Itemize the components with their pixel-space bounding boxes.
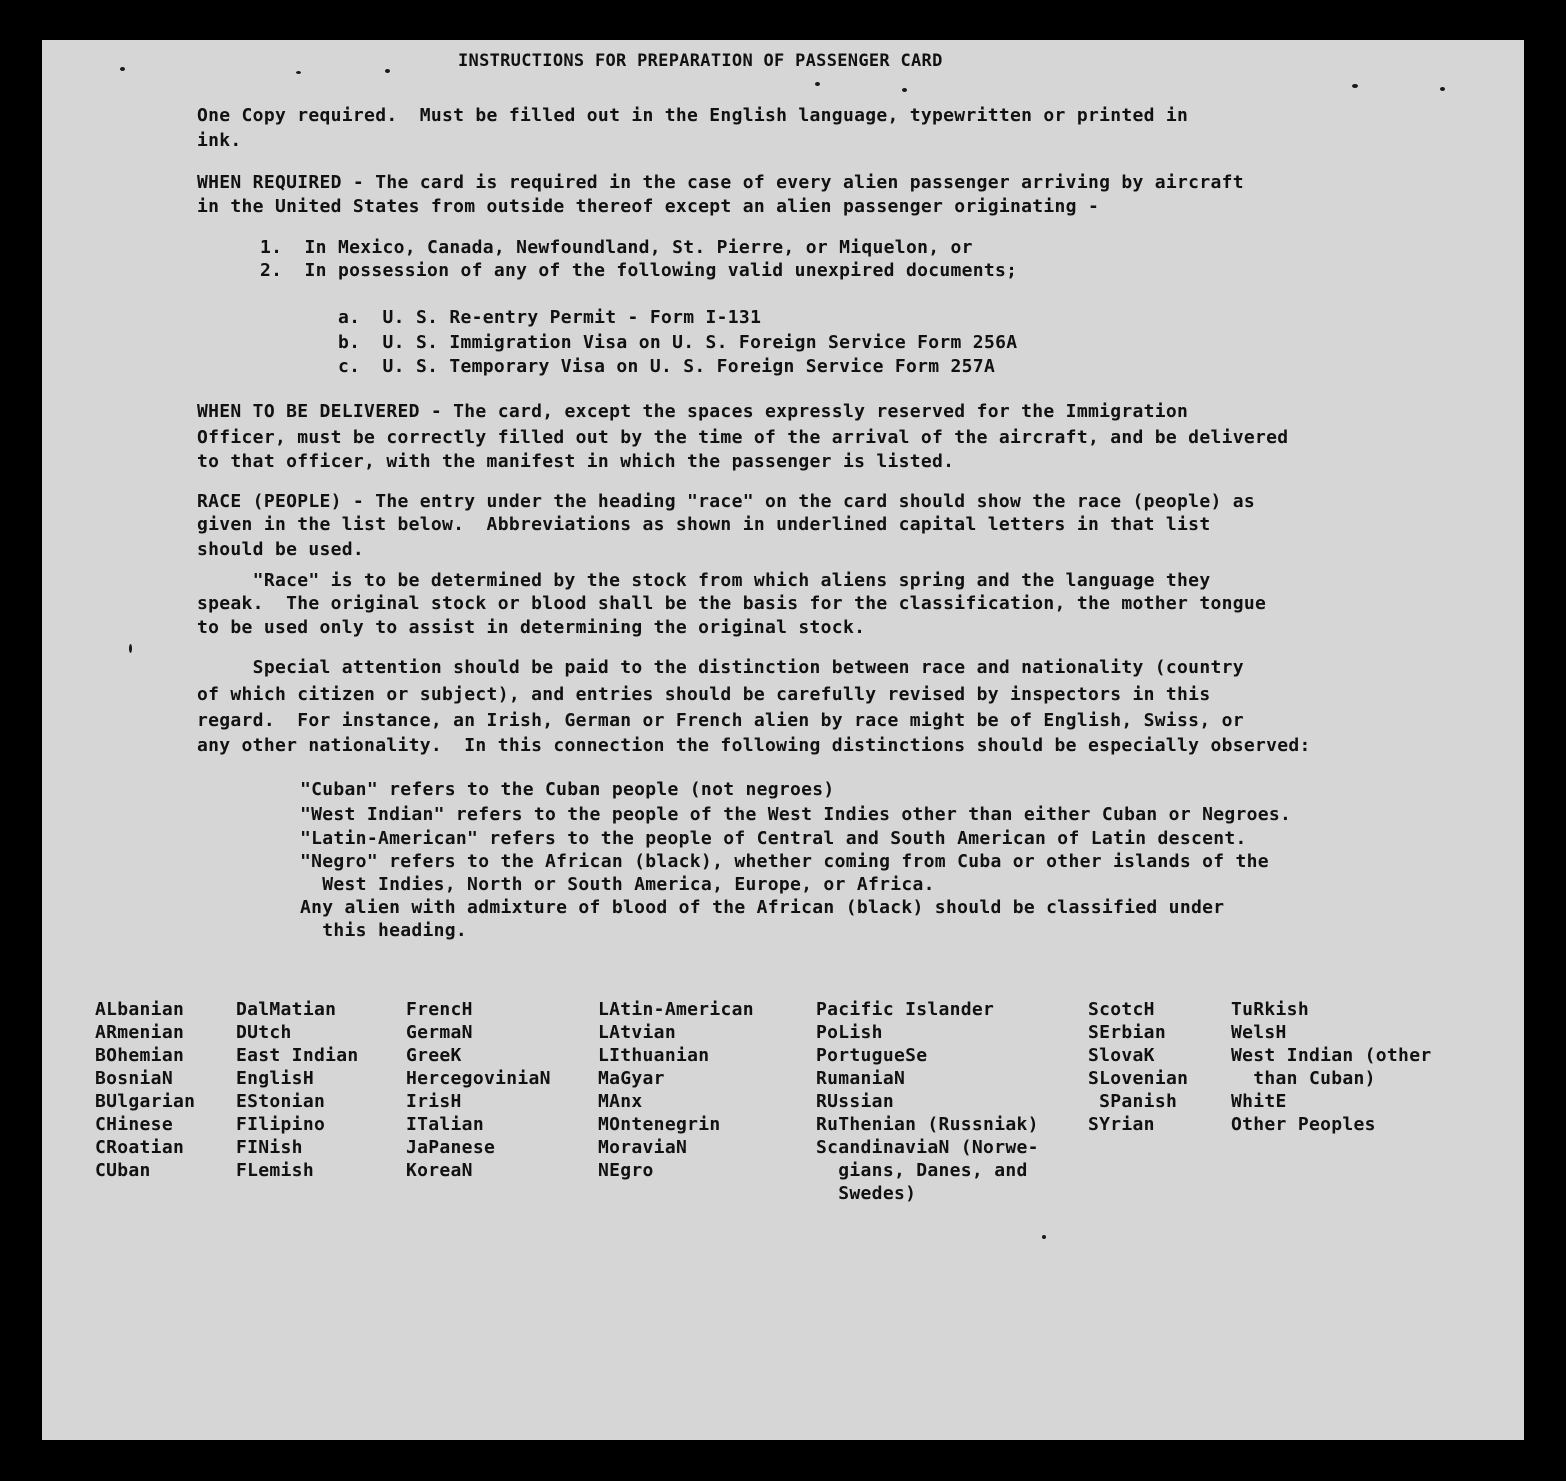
race-entry: CRoatian [95,1137,185,1158]
race-entry: RumaniaN [816,1068,906,1089]
race-entry: LIthuanian [598,1045,710,1066]
race-entry: KoreaN [406,1160,473,1181]
race-entry: ARmenian [95,1022,185,1043]
race-entry: MOntenegrin [598,1114,721,1135]
race-entry: EStonian [236,1091,326,1112]
race-entry: ITalian [406,1114,484,1135]
special-attention-line-4: any other nationality. In this connection the following distinctions should be especially observed: [197,735,1311,756]
scan-speck [129,644,132,653]
race-list-column-5 [816,998,1039,1205]
race-entry: GreeK [406,1045,462,1066]
race-entry: BUlgarian [95,1091,196,1112]
race-entry: LAtin-American [598,999,754,1020]
race-list-column-7 [1231,998,1431,1136]
distinction-line-3: "Latin-American" refers to the people of Central and South American of Latin descent. [300,828,1247,849]
numbered-item-2: 2. In possession of any of the following valid unexpired documents; [260,260,1018,281]
scan-speck [902,88,907,92]
race-people-line-2: given in the list below. Abbreviations as shown in underlined capital letters in that list [197,514,1211,535]
scan-speck [296,71,301,74]
when-delivered-line-2: Officer, must be correctly filled out by the time of the arrival of the aircraft, and be delivered [197,427,1289,448]
distinction-line-2: "West Indian" refers to the people of the West Indies other than either Cuban or Negroes. [300,804,1292,825]
intro-line-1: One Copy required. Must be filled out in the English language, typewritten or printed in [197,105,1189,126]
intro-line-2: ink. [197,130,242,151]
race-entry: IrisH [406,1091,462,1112]
race-people-line-1: RACE (PEOPLE) - The entry under the heading "race" on the card should show the race (people) as [197,491,1256,512]
race-entry: EnglisH [236,1068,314,1089]
numbered-item-1: 1. In Mexico, Canada, Newfoundland, St. Pierre, or Miquelon, or [260,237,973,258]
race-entry: SYrian [1088,1114,1155,1135]
race-entry: East Indian [236,1045,359,1066]
race-entry: MoraviaN [598,1137,688,1158]
race-entry: MAnx [598,1091,643,1112]
scan-speck [1352,84,1358,88]
scan-speck [815,82,820,86]
race-entry: DUtch [236,1022,292,1043]
race-determined-line-1: "Race" is to be determined by the stock from which aliens spring and the language they [197,570,1211,591]
document-title: INSTRUCTIONS FOR PREPARATION OF PASSENGER CARD [458,51,943,71]
distinction-line-5: West Indies, North or South America, Europe, or Africa. [300,874,935,895]
race-entry: BosniaN [95,1068,173,1089]
distinction-line-1: "Cuban" refers to the Cuban people (not negroes) [300,779,835,800]
race-entry: SErbian [1088,1022,1166,1043]
race-entry: CUban [95,1160,151,1181]
race-entry: Swedes) [816,1183,917,1204]
when-required-line-2: in the United States from outside thereof except an alien passenger originating - [197,196,1100,217]
race-entry: than Cuban) [1231,1068,1376,1089]
race-entry: DalMatian [236,999,337,1020]
race-list-column-4 [598,998,754,1182]
distinction-line-4: "Negro" refers to the African (black), whether coming from Cuba or other islands of the [300,851,1269,872]
when-required-line-1: WHEN REQUIRED - The card is required in the case of every alien passenger arriving by aircraft [197,172,1244,193]
race-entry: ALbanian [95,999,185,1020]
special-attention-line-2: of which citizen or subject), and entries should be carefully revised by inspectors in this [197,684,1211,705]
scan-speck [120,67,125,71]
race-entry: RuThenian (Russniak) [816,1114,1039,1135]
race-entry: Other Peoples [1231,1114,1376,1135]
scan-speck [385,69,390,73]
race-entry: CHinese [95,1114,173,1135]
race-entry: WelsH [1231,1022,1287,1043]
scan-speck [1042,1235,1046,1239]
race-entry: SlovaK [1088,1045,1155,1066]
race-entry: FINish [236,1137,303,1158]
race-entry: FrencH [406,999,473,1020]
race-entry: WhitE [1231,1091,1287,1112]
race-determined-line-2: speak. The original stock or blood shall be the basis for the classification, the mother tongue [197,593,1267,614]
special-attention-line-3: regard. For instance, an Irish, German or French alien by race might be of English, Swiss, or [197,710,1244,731]
scan-speck [1440,87,1445,91]
race-list-column-6 [1088,998,1188,1136]
race-entry: RUssian [816,1091,894,1112]
race-entry: gians, Danes, and [816,1160,1028,1181]
when-delivered-line-1: WHEN TO BE DELIVERED - The card, except the spaces expressly reserved for the Immigration [197,401,1189,422]
race-entry: PortugueSe [816,1045,928,1066]
race-entry: West Indian (other [1231,1045,1432,1066]
race-list-column-1 [95,998,195,1182]
race-entry: FLemish [236,1160,314,1181]
race-entry: BOhemian [95,1045,185,1066]
race-determined-line-3: to be used only to assist in determining the original stock. [197,617,866,638]
race-entry: TuRkish [1231,999,1309,1020]
distinction-line-6: Any alien with admixture of blood of the African (black) should be classified under [300,897,1225,918]
race-entry: NEgro [598,1160,654,1181]
document-page [42,40,1524,1440]
race-entry: LAtvian [598,1022,676,1043]
race-list-column-2 [236,998,359,1182]
special-attention-line-1: Special attention should be paid to the distinction between race and nationality (country [197,657,1244,678]
lettered-item-a: a. U. S. Re-entry Permit - Form I-131 [338,307,762,328]
race-entry: ScotcH [1088,999,1155,1020]
race-list-column-3 [406,998,551,1182]
race-entry: PoLish [816,1022,883,1043]
race-entry: MaGyar [598,1068,665,1089]
race-entry: FIlipino [236,1114,326,1135]
race-entry: HercegoviniaN [406,1068,551,1089]
race-entry: ScandinaviaN (Norwe- [816,1137,1039,1158]
when-delivered-line-3: to that officer, with the manifest in which the passenger is listed. [197,451,955,472]
distinction-line-7: this heading. [300,920,468,941]
race-entry: SLovenian [1088,1068,1189,1089]
lettered-item-b: b. U. S. Immigration Visa on U. S. Foreign Service Form 256A [338,332,1018,353]
lettered-item-c: c. U. S. Temporary Visa on U. S. Foreign Service Form 257A [338,356,996,377]
race-entry: GermaN [406,1022,473,1043]
race-entry: Pacific Islander [816,999,995,1020]
race-entry: SPanish [1088,1091,1178,1112]
race-entry: JaPanese [406,1137,496,1158]
race-people-line-3: should be used. [197,539,365,560]
